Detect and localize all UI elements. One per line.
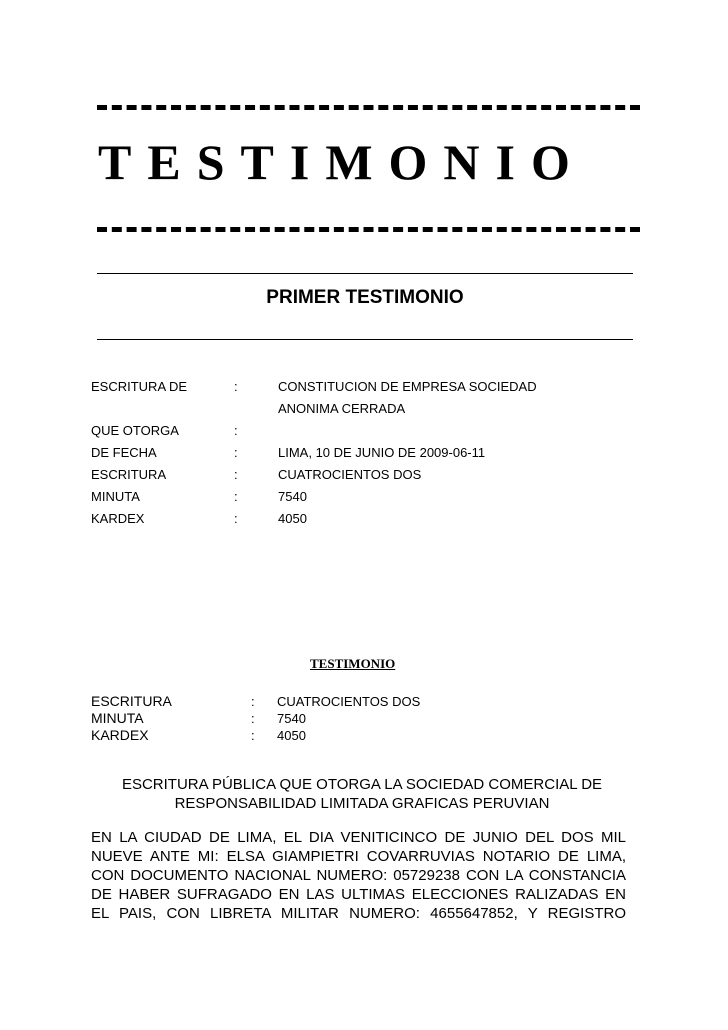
testimonio-label: MINUTA — [91, 710, 144, 726]
body-line: DE HABER SUFRAGADO EN LAS ULTIMAS ELECCIONES RALIZADAS EN — [91, 886, 626, 903]
intro-line: RESPONSABILIDAD LIMITADA GRAFICAS PERUVIAN — [174, 795, 550, 812]
meta-value: ANONIMA CERRADA — [278, 401, 406, 416]
subtitle-bottom-rule — [97, 339, 633, 340]
testimonio-colon: : — [251, 711, 255, 726]
testimonio-colon: : — [251, 728, 255, 743]
meta-label: DE FECHA — [91, 445, 157, 460]
meta-colon: : — [234, 379, 238, 394]
meta-colon: : — [234, 467, 238, 482]
testimonio-label: ESCRITURA — [91, 693, 172, 709]
meta-colon: : — [234, 445, 238, 460]
body-line: NUEVE ANTE MI: ELSA GIAMPIETRI COVARRUVIAS NOTARIO DE LIMA, — [91, 848, 626, 865]
testimonio-label: KARDEX — [91, 727, 149, 743]
meta-value: LIMA, 10 DE JUNIO DE 2009-06-11 — [278, 445, 486, 460]
meta-value: CUATROCIENTOS DOS — [278, 467, 422, 482]
testimonio-value: 7540 — [277, 711, 306, 726]
meta-value: 4050 — [278, 511, 307, 526]
testimonio-value: 4050 — [277, 728, 306, 743]
escritura-publica-intro — [91, 775, 633, 813]
body-line: EN LA CIUDAD DE LIMA, EL DIA VENITICINCO DE JUNIO DEL DOS MIL — [91, 829, 626, 846]
body-line: EL PAIS, CON LIBRETA MILITAR NUMERO: 4655647852, Y REGISTRO — [91, 905, 626, 922]
meta-value: 7540 — [278, 489, 307, 504]
meta-colon: : — [234, 511, 238, 526]
bottom-dashed-divider — [97, 227, 640, 232]
testimonio-subheading: TESTIMONIO — [310, 656, 396, 671]
primer-testimonio-heading: PRIMER TESTIMONIO — [266, 287, 464, 308]
meta-colon: : — [234, 423, 238, 438]
meta-label: KARDEX — [91, 511, 145, 526]
meta-value: CONSTITUCION DE EMPRESA SOCIEDAD — [278, 379, 537, 394]
top-dashed-divider — [97, 105, 640, 110]
meta-label: MINUTA — [91, 489, 140, 504]
meta-label: QUE OTORGA — [91, 423, 179, 438]
body-line: CON DOCUMENTO NACIONAL NUMERO: 05729238 CON LA CONSTANCIA — [91, 867, 626, 884]
meta-label: ESCRITURA DE — [91, 379, 188, 394]
subtitle-top-rule — [97, 273, 633, 274]
body-paragraph — [91, 828, 626, 923]
testimonio-colon: : — [251, 694, 255, 709]
intro-line: ESCRITURA PÚBLICA QUE OTORGA LA SOCIEDAD COMERCIAL DE — [121, 776, 603, 793]
meta-colon: : — [234, 489, 238, 504]
testimonio-value: CUATROCIENTOS DOS — [277, 694, 421, 709]
meta-label: ESCRITURA — [91, 467, 167, 482]
document-title: TESTIMONIO — [98, 134, 586, 190]
